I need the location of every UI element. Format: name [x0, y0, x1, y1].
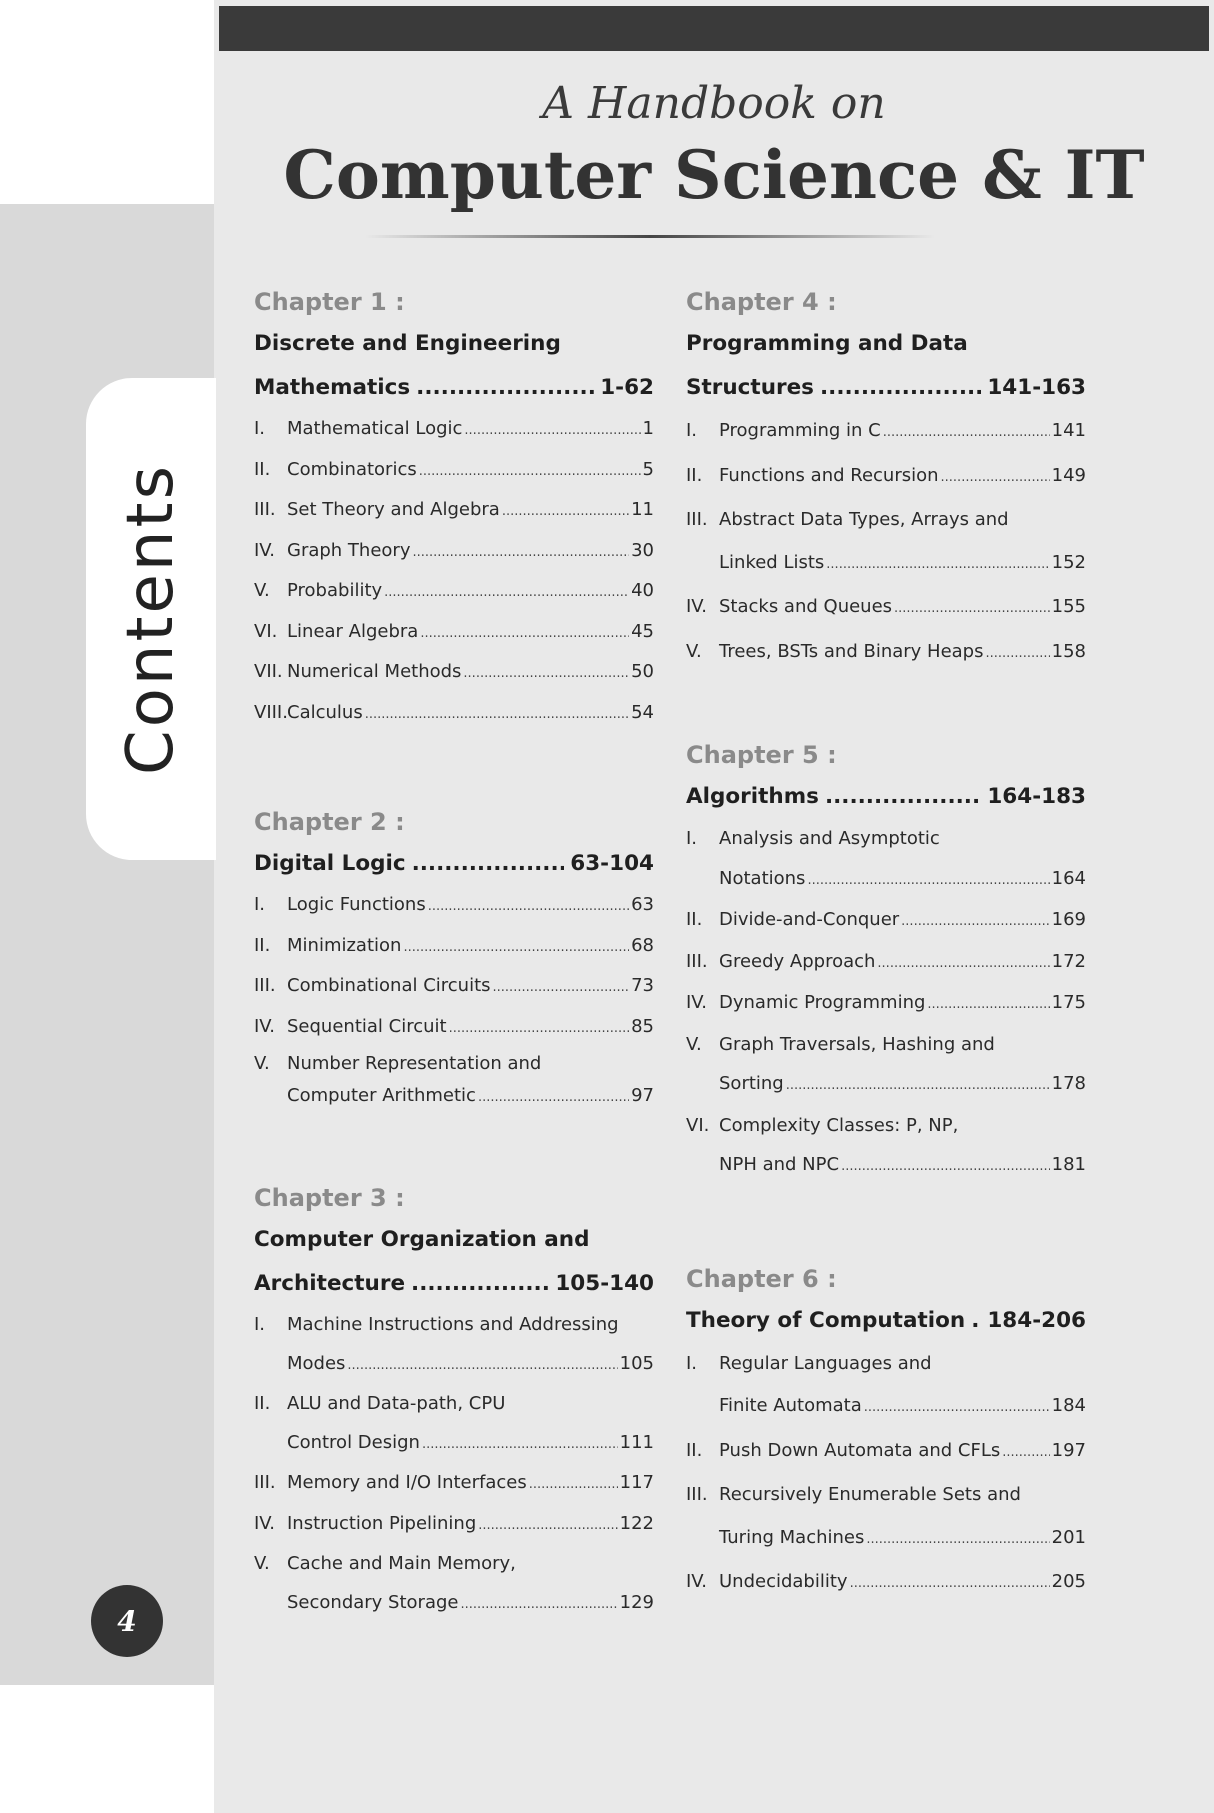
dot-leader — [347, 1347, 617, 1386]
chapter-title-line: Theory of Computation — [686, 1307, 966, 1333]
book-title: Computer Science & IT — [283, 136, 1145, 214]
dot-leader — [826, 544, 1049, 587]
entry-num: VIII. — [254, 701, 288, 723]
dot-leader — [412, 842, 565, 886]
dot-leader — [419, 453, 641, 492]
toc-entry[interactable] — [686, 983, 1086, 1025]
toc-entry[interactable] — [254, 886, 654, 927]
toc-entry-continued[interactable] — [686, 1517, 1086, 1562]
entry-text: Set Theory and Algebra — [287, 499, 500, 520]
toc-entry[interactable] — [254, 451, 654, 492]
entry-text: Greedy Approach — [719, 950, 876, 972]
entry-text: Programming in C — [719, 420, 881, 441]
entry-text: Probability — [287, 580, 383, 601]
dot-leader — [384, 574, 629, 613]
entry-page: 197 — [1051, 1439, 1086, 1461]
entry-text: Sequential Circuit — [287, 1015, 447, 1037]
toc-entry-continued[interactable] — [254, 1584, 654, 1625]
toc-entry[interactable] — [686, 455, 1086, 500]
entry-num: III. — [686, 950, 708, 972]
entry-text: Finite Automata — [719, 1395, 862, 1416]
entry-text: Combinatorics — [287, 458, 417, 480]
toc-entry[interactable] — [254, 1306, 654, 1345]
dot-leader — [420, 615, 629, 654]
entry-num: I. — [254, 894, 266, 915]
entry-page: 40 — [631, 580, 654, 601]
toc-entry[interactable] — [254, 1505, 654, 1546]
entry-text: Graph Traversals, Hashing and — [719, 1033, 995, 1055]
dot-leader — [428, 888, 629, 927]
dot-leader — [807, 861, 1049, 901]
entry-text: Recursively Enumerable Sets and — [719, 1484, 1021, 1505]
entry-num: II. — [686, 464, 703, 486]
chapter-heading: Chapter 5 : — [686, 741, 837, 769]
dot-leader — [463, 655, 629, 694]
entry-text: Logic Functions — [287, 894, 426, 915]
toc-entry[interactable] — [686, 1343, 1086, 1386]
entry-text: Undecidability — [719, 1571, 848, 1592]
chapter-title-row — [254, 366, 654, 410]
entry-num: III. — [686, 1484, 708, 1505]
dot-leader — [825, 775, 981, 819]
toc-entry[interactable] — [686, 586, 1086, 631]
chapter-title-row — [254, 1262, 654, 1306]
toc-entry[interactable] — [254, 613, 654, 654]
entry-num: V. — [254, 1553, 270, 1574]
entry-page: 45 — [631, 620, 654, 642]
entry-text: Secondary Storage — [287, 1591, 459, 1613]
entry-num: IV. — [254, 539, 276, 561]
entry-num: III. — [686, 509, 708, 530]
toc-entry[interactable] — [686, 410, 1086, 455]
chapter-title-row — [686, 1299, 1086, 1343]
entry-page: 85 — [631, 1015, 654, 1037]
entry-page: 97 — [631, 1085, 654, 1106]
entry-text: Turing Machines — [719, 1526, 865, 1548]
entry-num: II. — [686, 1439, 703, 1461]
chapter-heading: Chapter 6 : — [686, 1264, 837, 1293]
chapter-title-row — [686, 366, 1086, 410]
toc-entry[interactable] — [254, 927, 654, 968]
entry-text: Push Down Automata and CFLs — [719, 1439, 1001, 1461]
chapter-heading: Chapter 2 : — [254, 808, 405, 836]
toc-entry-continued[interactable] — [686, 1385, 1086, 1430]
toc-entry[interactable] — [686, 1474, 1086, 1517]
toc-entry[interactable] — [686, 942, 1086, 984]
entry-text: Combinational Circuits — [287, 975, 491, 996]
dot-leader — [786, 1066, 1050, 1106]
entry-num: II. — [254, 934, 271, 956]
entry-page: 141 — [1051, 420, 1086, 441]
dot-leader — [883, 412, 1050, 455]
entry-text: Analysis and Asymptotic — [719, 828, 940, 849]
chapter-pages: 141-163 — [987, 375, 1086, 400]
entry-text: Dynamic Programming — [719, 992, 926, 1013]
entry-page: 205 — [1051, 1571, 1086, 1592]
chapter-title-line: Programming and Data — [686, 331, 968, 356]
entry-num: V. — [686, 640, 702, 662]
dot-leader — [1002, 1432, 1049, 1475]
chapter-title-line: Architecture — [254, 1271, 406, 1296]
dot-leader — [464, 412, 640, 451]
entry-text: Control Design — [287, 1431, 420, 1453]
entry-num: I. — [254, 1314, 266, 1335]
entry-page: 5 — [642, 458, 654, 480]
dot-leader — [877, 944, 1049, 984]
toc-entry-continued[interactable] — [686, 1064, 1086, 1106]
dot-leader — [502, 493, 629, 532]
chapter-title-line: Structures — [686, 375, 814, 400]
chapter-pages: 164-183 — [987, 784, 1086, 809]
page-number-badge: 4 — [91, 1585, 163, 1657]
dot-leader — [478, 1507, 617, 1546]
entry-text: Linear Algebra — [287, 620, 419, 642]
entry-page: 184 — [1051, 1395, 1086, 1416]
entry-page: 11 — [631, 499, 654, 520]
chapter-1 — [254, 282, 654, 734]
entry-page: 169 — [1051, 909, 1086, 930]
entry-num: III. — [254, 499, 276, 520]
entry-text: Functions and Recursion — [719, 464, 939, 486]
dot-leader — [901, 902, 1049, 942]
entry-text: Divide-and-Conquer — [719, 909, 900, 930]
entry-num: IV. — [686, 596, 708, 617]
entry-num: IV. — [686, 1571, 708, 1592]
dot-leader — [986, 633, 1050, 676]
title-divider — [365, 235, 935, 238]
entry-num: IV. — [686, 992, 708, 1013]
entry-page: 149 — [1051, 464, 1086, 486]
entry-num: III. — [254, 1472, 276, 1493]
chapter-5 — [686, 735, 1086, 1187]
entry-text: Machine Instructions and Addressing — [287, 1314, 619, 1335]
entry-text: Sorting — [719, 1073, 784, 1094]
chapter-title-line: Discrete and Engineering — [254, 331, 561, 356]
toc-entry[interactable] — [686, 1025, 1086, 1065]
toc-column-right — [686, 282, 1086, 1606]
dot-leader — [529, 1466, 618, 1505]
toc-entry[interactable] — [686, 1106, 1086, 1146]
dot-leader — [478, 1082, 629, 1114]
entry-text: Numerical Methods — [287, 661, 462, 682]
entry-num: II. — [254, 458, 271, 480]
chapter-heading: Chapter 3 : — [254, 1184, 405, 1212]
dot-leader — [927, 985, 1049, 1025]
toc-entry[interactable] — [686, 631, 1086, 676]
chapter-title-line: Algorithms — [686, 784, 819, 809]
entry-text: Computer Arithmetic — [287, 1085, 476, 1106]
entry-page: 50 — [631, 661, 654, 682]
entry-text: Cache and Main Memory, — [287, 1553, 516, 1574]
entry-text: Trees, BSTs and Binary Heaps — [719, 640, 984, 662]
entry-num: V. — [254, 580, 270, 601]
toc-entry[interactable] — [254, 532, 654, 573]
toc-entry[interactable] — [686, 1430, 1086, 1475]
top-bar — [219, 6, 1209, 51]
entry-page: 155 — [1051, 596, 1086, 617]
entry-page: 68 — [631, 934, 654, 956]
entry-page: 172 — [1051, 950, 1086, 972]
dot-leader — [449, 1010, 630, 1049]
entry-num: IV. — [254, 1512, 276, 1534]
entry-text: Linked Lists — [719, 551, 825, 573]
chapter-6 — [686, 1259, 1086, 1606]
chapter-title-row — [686, 775, 1086, 819]
dot-leader — [866, 1519, 1049, 1562]
dot-leader — [850, 1563, 1050, 1606]
dot-leader — [971, 1299, 981, 1343]
entry-num: VI. — [254, 620, 278, 642]
entry-num: II. — [686, 909, 703, 930]
toc-entry[interactable] — [254, 1048, 654, 1080]
entry-page: 73 — [631, 975, 654, 996]
dot-leader — [820, 366, 981, 410]
dot-leader — [403, 929, 629, 968]
chapter-pages: 1-62 — [600, 375, 654, 400]
entry-page: 105 — [619, 1352, 654, 1374]
dot-leader — [894, 588, 1050, 631]
entry-text: Memory and I/O Interfaces — [287, 1472, 527, 1493]
entry-page: 111 — [619, 1431, 654, 1453]
entry-page: 54 — [631, 701, 654, 723]
entry-text: Notations — [719, 867, 806, 889]
dot-leader — [412, 534, 629, 573]
toc-entry[interactable] — [254, 410, 654, 451]
entry-page: 164 — [1051, 867, 1086, 889]
dot-leader — [493, 969, 630, 1008]
entry-page: 158 — [1051, 640, 1086, 662]
chapter-title-line: Mathematics — [254, 375, 411, 400]
entry-text: Stacks and Queues — [719, 596, 893, 617]
entry-page: 129 — [619, 1591, 654, 1613]
entry-num: I. — [686, 828, 698, 849]
entry-text: Mathematical Logic — [287, 418, 463, 439]
entry-text: Complexity Classes: P, NP, — [719, 1114, 959, 1136]
toc-entry[interactable] — [686, 1561, 1086, 1606]
toc-entry[interactable] — [254, 653, 654, 694]
chapter-heading: Chapter 1 : — [254, 288, 405, 316]
entry-text: Instruction Pipelining — [287, 1512, 477, 1534]
toc-entry[interactable] — [686, 819, 1086, 859]
entry-page: 1 — [642, 418, 654, 439]
entry-page: 117 — [619, 1472, 654, 1493]
dot-leader — [422, 1426, 618, 1465]
contents-label: Contents — [114, 463, 188, 775]
toc-entry[interactable] — [686, 499, 1086, 542]
entry-text: Minimization — [287, 934, 402, 956]
chapter-title-line: Computer Organization and — [254, 1227, 590, 1252]
entry-num: II. — [254, 1393, 271, 1414]
entry-page: 30 — [631, 539, 654, 561]
dot-leader — [941, 457, 1050, 500]
entry-num: V. — [686, 1033, 702, 1055]
entry-text: Number Representation and — [287, 1053, 542, 1074]
toc-entry[interactable] — [254, 694, 654, 735]
chapter-title-line: Digital Logic — [254, 851, 406, 876]
toc-entry[interactable] — [254, 572, 654, 613]
entry-text: Modes — [287, 1352, 346, 1374]
entry-text: Graph Theory — [287, 539, 411, 561]
toc-entry[interactable] — [254, 1545, 654, 1584]
entry-page: 181 — [1051, 1154, 1086, 1175]
chapter-pages: 105-140 — [555, 1271, 654, 1296]
entry-page: 152 — [1051, 551, 1086, 573]
toc-entry[interactable] — [254, 967, 654, 1008]
toc-entry-continued[interactable] — [686, 542, 1086, 587]
dot-leader — [365, 696, 629, 735]
dot-leader — [460, 1586, 617, 1625]
toc-entry-continued[interactable] — [686, 859, 1086, 901]
entry-text: Calculus — [287, 701, 363, 723]
entry-page: 175 — [1051, 992, 1086, 1013]
toc-entry[interactable] — [254, 491, 654, 532]
toc-column-left — [254, 282, 654, 1624]
chapter-3 — [254, 1178, 654, 1624]
toc-entry[interactable] — [686, 900, 1086, 942]
toc-entry[interactable] — [254, 1008, 654, 1049]
dot-leader — [416, 366, 594, 410]
entry-num: I. — [686, 1352, 698, 1374]
entry-text: NPH and NPC — [719, 1154, 840, 1175]
entry-page: 201 — [1051, 1526, 1086, 1548]
toc-entry-continued[interactable] — [254, 1424, 654, 1465]
entry-text: Abstract Data Types, Arrays and — [719, 509, 1009, 530]
entry-text: Regular Languages and — [719, 1352, 932, 1374]
toc-entry-continued[interactable] — [254, 1080, 654, 1114]
toc-entry[interactable] — [254, 1385, 654, 1424]
dot-leader — [864, 1387, 1050, 1430]
toc-entry-continued[interactable] — [254, 1345, 654, 1386]
chapter-title-row — [254, 842, 654, 886]
toc-entry-continued[interactable] — [686, 1145, 1086, 1187]
chapter-2 — [254, 802, 654, 1114]
entry-num: IV. — [254, 1015, 276, 1037]
entry-page: 122 — [619, 1512, 654, 1534]
entry-page: 63 — [631, 894, 654, 915]
chapter-heading: Chapter 4 : — [686, 288, 837, 316]
entry-num: I. — [686, 420, 698, 441]
book-subtitle: A Handbook on — [542, 78, 886, 129]
chapter-pages: 184-206 — [987, 1307, 1086, 1333]
chapter-4 — [686, 282, 1086, 675]
entry-text: ALU and Data-path, CPU — [287, 1393, 506, 1414]
entry-num: I. — [254, 418, 266, 439]
entry-num: III. — [254, 975, 276, 996]
chapter-pages: 63-104 — [570, 851, 654, 876]
entry-num: VII. — [254, 661, 283, 682]
dot-leader — [411, 1262, 549, 1306]
toc-entry[interactable] — [254, 1464, 654, 1505]
entry-num: V. — [254, 1053, 270, 1074]
dot-leader — [841, 1147, 1050, 1187]
entry-page: 178 — [1051, 1073, 1086, 1094]
entry-num: VI. — [686, 1114, 710, 1136]
